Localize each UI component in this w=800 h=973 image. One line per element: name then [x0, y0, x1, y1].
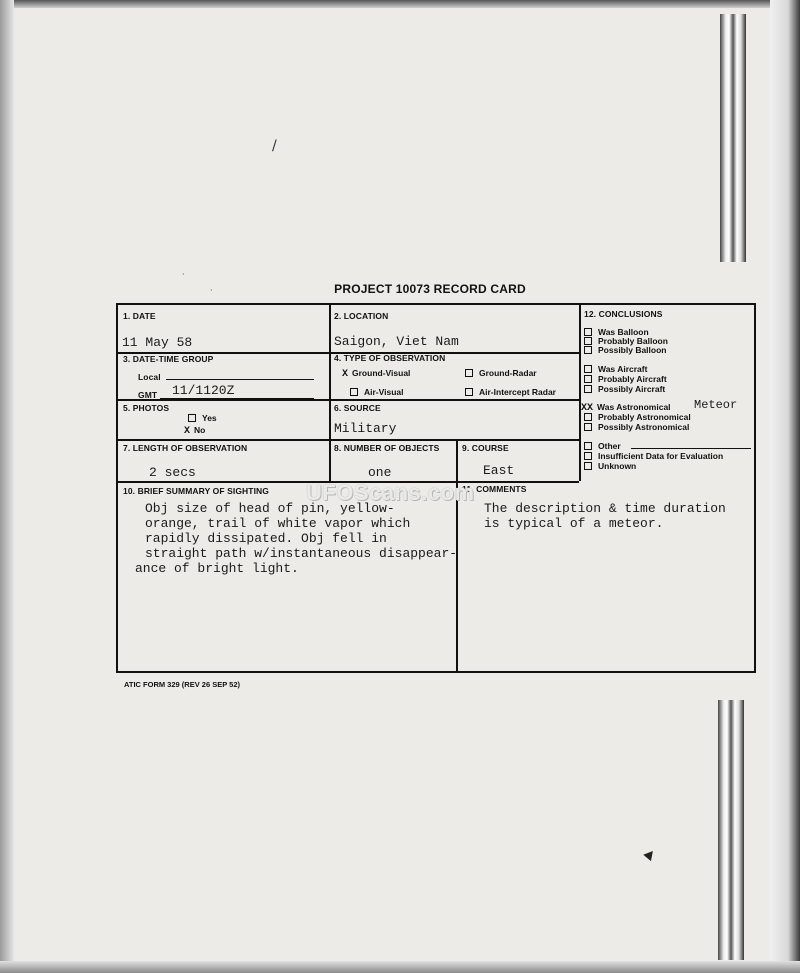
- checkbox-icon: [584, 462, 592, 470]
- conclusion-text: Possibly Aircraft: [598, 384, 666, 394]
- conclusion-other: [584, 441, 621, 451]
- summary-line: orange, trail of white vapor which: [145, 516, 411, 531]
- comments-text: [484, 501, 726, 531]
- grid-line: [579, 305, 581, 481]
- comments-label: 11. COMMENTS: [462, 484, 527, 494]
- obs-ground-visual-option: [342, 368, 410, 380]
- scan-edge-left: [0, 0, 14, 973]
- source-value: Military: [334, 421, 397, 436]
- conclusion-text: Was Aircraft: [598, 364, 648, 374]
- conclusion-unknown: [584, 461, 636, 471]
- scan-mark-arrow: [643, 848, 656, 861]
- scan-edge-right: [770, 0, 800, 973]
- scan-mark: ·: [182, 270, 185, 279]
- num-objects-value: one: [368, 465, 392, 480]
- conclusion-text: Unknown: [598, 461, 637, 471]
- dtg-local-label: Local: [138, 372, 161, 382]
- other-underline: [631, 448, 751, 449]
- dtg-gmt-value: 11/1120Z: [172, 383, 235, 398]
- binder-rail-bottom: [718, 700, 744, 960]
- conclusion-probably-astronomical: [584, 412, 691, 422]
- obs-air-visual-option: [350, 387, 404, 397]
- conclusion-text: Possibly Astronomical: [598, 422, 690, 432]
- summary-label: 10. BRIEF SUMMARY OF SIGHTING: [123, 486, 269, 496]
- checkbox-icon: [584, 337, 592, 345]
- obs-ground-visual-text: Ground-Visual: [352, 368, 411, 378]
- date-value: 11 May 58: [122, 335, 193, 350]
- date-label: 1. DATE: [123, 311, 156, 321]
- comments-line: The description & time duration: [484, 501, 726, 516]
- conclusion-text: Probably Aircraft: [598, 374, 667, 384]
- conclusion-possibly-balloon: [584, 345, 667, 355]
- obs-ground-radar-option: [465, 368, 537, 378]
- comments-line: is typical of a meteor.: [484, 516, 664, 531]
- checkbox-icon: [465, 369, 473, 377]
- checkbox-icon: [584, 452, 592, 460]
- conclusion-text: Other: [598, 441, 621, 451]
- summary-line: ance of bright light.: [135, 561, 299, 576]
- dtg-local-line: [166, 379, 314, 380]
- course-value: East: [483, 463, 515, 478]
- checkbox-icon: [465, 388, 473, 396]
- checkbox-icon: [584, 423, 592, 431]
- location-label: 2. LOCATION: [334, 311, 389, 321]
- obs-ground-radar-text: Ground-Radar: [479, 368, 537, 378]
- grid-line: [118, 399, 579, 401]
- summary-line: Obj size of head of pin, yellow-: [145, 501, 395, 516]
- conclusion-text: Possibly Balloon: [598, 345, 667, 355]
- photos-no-option: [184, 425, 205, 437]
- length-label: 7. LENGTH OF OBSERVATION: [123, 443, 248, 453]
- grid-line: [329, 305, 331, 481]
- length-value: 2 secs: [149, 465, 196, 480]
- obs-air-visual-text: Air-Visual: [364, 387, 404, 397]
- grid-line: [118, 439, 579, 441]
- checkbox-icon: [584, 346, 592, 354]
- checkbox-icon: [584, 385, 592, 393]
- conclusion-was-aircraft: [584, 364, 647, 374]
- obs-air-intercept-text: Air-Intercept Radar: [479, 387, 556, 397]
- obs-type-label: 4. TYPE OF OBSERVATION: [334, 353, 446, 363]
- obs-air-intercept-option: [465, 387, 556, 397]
- source-label: 6. SOURCE: [334, 403, 381, 413]
- checkbox-icon: [584, 365, 592, 373]
- summary-text: [135, 501, 458, 576]
- conclusions-label: 12. CONCLUSIONS: [584, 309, 663, 319]
- checkbox-icon: [188, 414, 196, 422]
- checkbox-icon: [350, 388, 358, 396]
- conclusion-text: Was Balloon: [598, 327, 649, 337]
- conclusion-text: Probably Astronomical: [598, 412, 691, 422]
- scan-mark: ·: [210, 286, 213, 295]
- form-footer: ATIC FORM 329 (REV 26 SEP 52): [124, 680, 241, 689]
- scan-edge-bottom: [0, 961, 800, 973]
- watermark: UFOScans.com: [306, 480, 475, 505]
- card-title: PROJECT 10073 RECORD CARD: [334, 282, 526, 296]
- checkbox-icon: [584, 413, 592, 421]
- conclusion-possibly-aircraft: [584, 384, 665, 394]
- checked-box-icon: X: [342, 369, 349, 380]
- scan-edge-top: [0, 0, 800, 8]
- photos-yes-text: Yes: [202, 413, 217, 423]
- checked-box-icon: X: [184, 426, 191, 437]
- summary-line: rapidly dissipated. Obj fell in: [145, 531, 387, 546]
- checkbox-icon: [584, 328, 592, 336]
- conclusion-insufficient-data: [584, 451, 723, 461]
- photos-yes-option: [188, 413, 217, 423]
- location-value: Saigon, Viet Nam: [334, 334, 459, 349]
- conclusion-text: Probably Balloon: [598, 336, 668, 346]
- photos-label: 5. PHOTOS: [123, 403, 170, 413]
- conclusion-text: Insufficient Data for Evaluation: [598, 451, 724, 461]
- binder-rail-top: [720, 14, 746, 262]
- scan-mark: /: [272, 138, 277, 154]
- conclusion-possibly-astronomical: [584, 422, 689, 432]
- checkbox-icon: [584, 442, 592, 450]
- checked-box-icon: XX: [581, 403, 594, 414]
- summary-line: straight path w/instantaneous disappear-: [145, 546, 458, 561]
- photos-no-text: No: [194, 425, 206, 435]
- conclusion-typed-note: Meteor: [694, 398, 738, 412]
- checkbox-icon: [584, 375, 592, 383]
- dtg-gmt-label: GMT: [138, 390, 158, 400]
- conclusion-text: Was Astronomical: [597, 402, 671, 412]
- conclusion-probably-aircraft: [584, 374, 667, 384]
- dtg-label: 3. DATE-TIME GROUP: [123, 354, 214, 364]
- course-label: 9. COURSE: [462, 443, 509, 453]
- num-objects-label: 8. NUMBER OF OBJECTS: [334, 443, 440, 453]
- dtg-gmt-line: [160, 398, 314, 399]
